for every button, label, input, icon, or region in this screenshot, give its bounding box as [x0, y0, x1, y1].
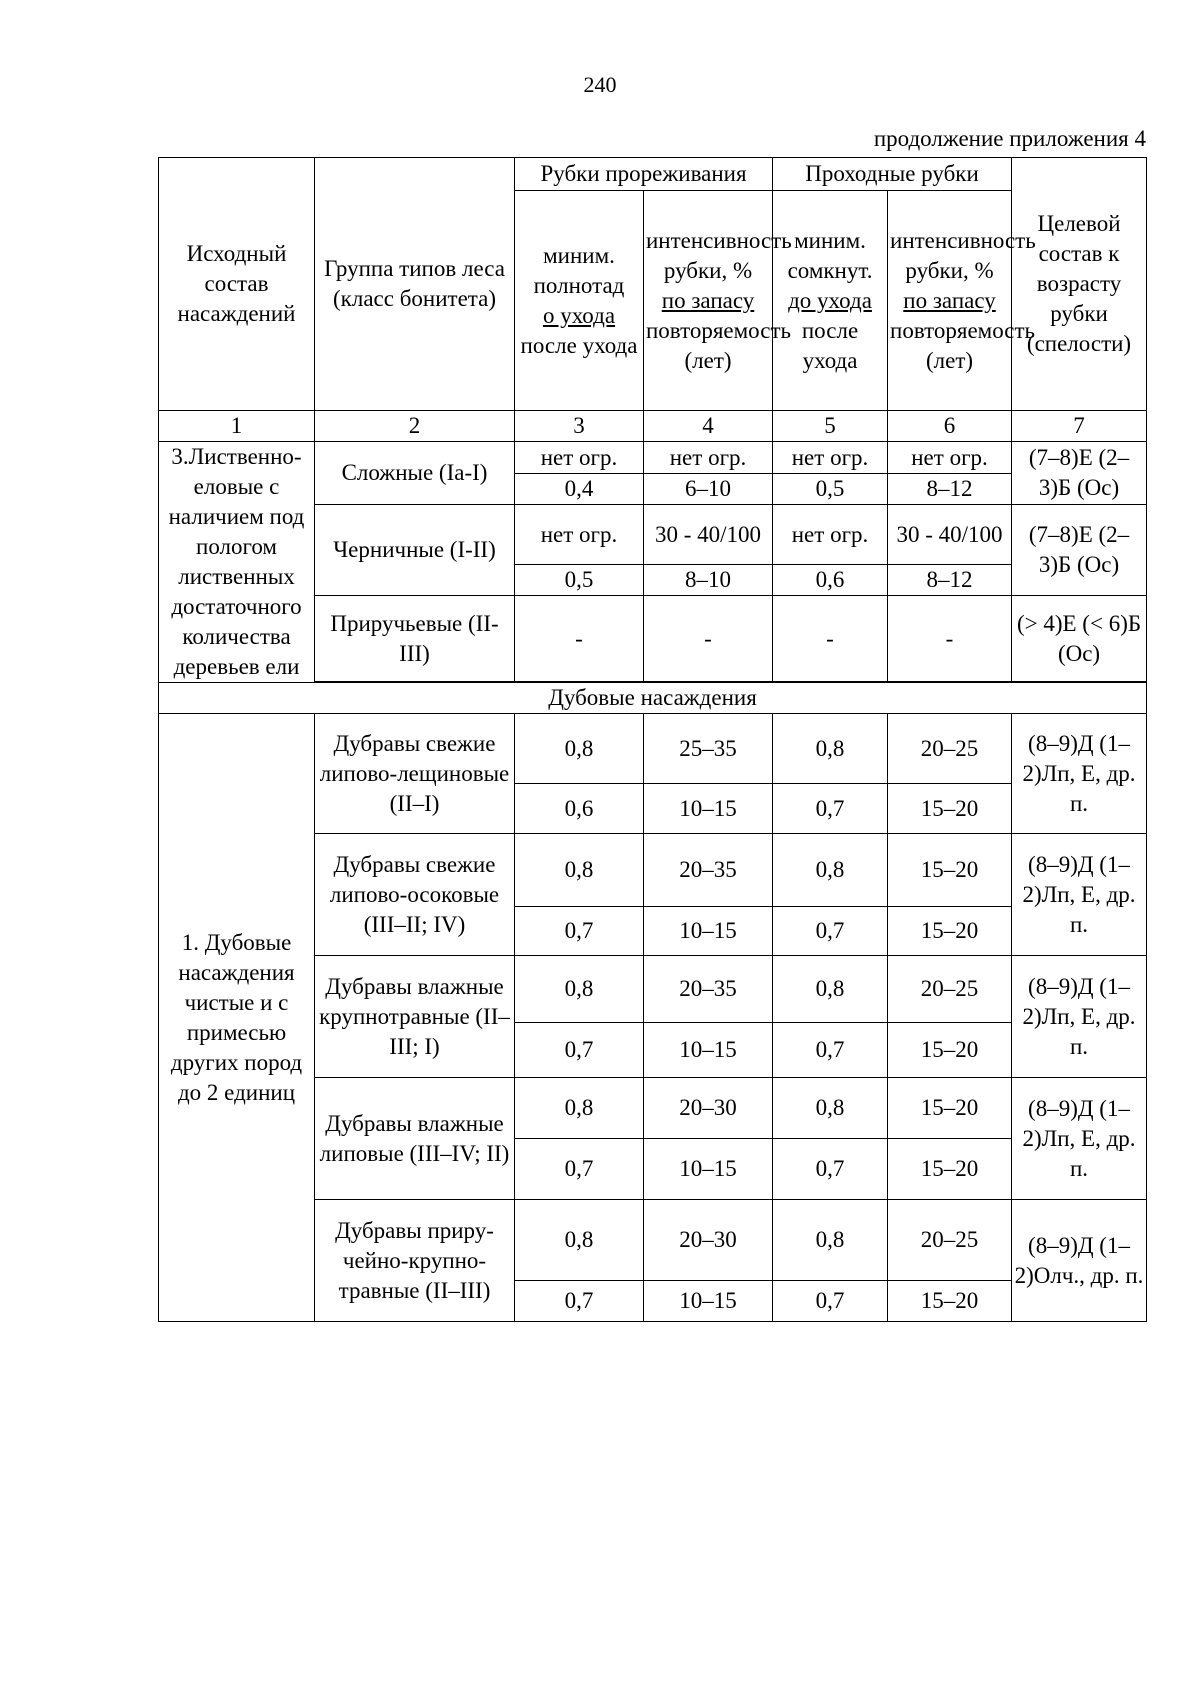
table-cell: 15–20 [888, 907, 1012, 956]
table-cell: нет огр. [515, 505, 644, 565]
table-cell: 15–20 [888, 834, 1012, 907]
table-cell: 0,6 [515, 784, 644, 834]
table-cell: 0,5 [515, 565, 644, 596]
table-cell: 10–15 [644, 1281, 773, 1322]
forest-type-cell: Дубравы приру-чейно-крупно-травные (II–III) [315, 1200, 515, 1322]
page-number: 240 [583, 72, 617, 97]
table-cell: 0,7 [515, 1023, 644, 1078]
table-cell: 20–25 [888, 714, 1012, 784]
forest-care-table [158, 157, 1147, 1322]
header-passage-intensity [888, 191, 1036, 411]
table-cell: 10–15 [644, 907, 773, 956]
source-composition-cell: 3.Лиственно-еловые с наличием под пологом лиственных достаточного количества деревьев ели [159, 442, 315, 683]
table-cell: 0,7 [515, 1139, 644, 1200]
header-min-density-mid: о ухода [542, 302, 616, 328]
target-composition-cell: (8–9)Д (1–2)Олч., др. п. [1012, 1200, 1147, 1322]
table-cell: 15–20 [888, 1281, 1012, 1322]
header-min-density-bottom: после ухода [520, 332, 638, 358]
column-number: 1 [159, 411, 315, 442]
column-number: 7 [1012, 411, 1147, 442]
table-cell: 20–30 [644, 1078, 773, 1139]
header-thinning-intensity-top: интенсивность рубки, % [646, 227, 792, 283]
header-min-closure [773, 191, 888, 411]
table-cell: нет огр. [773, 442, 888, 474]
forest-type-cell: Дубравы свежие липово-лещиновые (II–I) [315, 714, 515, 834]
target-composition-cell: (7–8)Е (2–3)Б (Ос) [1012, 442, 1147, 505]
table-cell: 0,7 [773, 784, 888, 834]
header-passage-intensity-bottom: повторяемость (лет) [890, 317, 1036, 373]
table-cell: 0,8 [515, 834, 644, 907]
header-min-closure-bottom: после ухода [801, 317, 859, 373]
forest-type-cell: Дубравы влажные крупнотравные (II–III; I) [315, 956, 515, 1078]
header-min-density-top: миним. полнотад [533, 242, 625, 298]
table-cell: 0,8 [515, 1200, 644, 1281]
header-thinning-cuttings: Рубки прореживания [515, 158, 773, 191]
target-composition-cell: (8–9)Д (1–2)Лп, Е, др. п. [1012, 834, 1147, 956]
table-cell: 0,7 [773, 1023, 888, 1078]
table-cell: 10–15 [644, 1023, 773, 1078]
table-cell: 10–15 [644, 1139, 773, 1200]
target-composition-cell: (8–9)Д (1–2)Лп, Е, др. п. [1012, 714, 1147, 834]
table-cell: 8–12 [888, 474, 1012, 505]
table-cell: нет огр. [888, 442, 1012, 474]
column-number: 5 [773, 411, 888, 442]
target-composition-cell: (7–8)Е (2–3)Б (Ос) [1012, 505, 1147, 596]
header-passage-cuttings: Проходные рубки [773, 158, 1012, 191]
table-cell: 0,8 [773, 1200, 888, 1281]
table-cell: 15–20 [888, 1023, 1012, 1078]
header-source-composition: Исходный состав насаждений [159, 158, 315, 411]
target-composition-cell: (> 4)Е (< 6)Б (Ос) [1012, 596, 1147, 682]
table-cell: - [644, 596, 773, 682]
header-forest-type-group: Группа типов леса (класс бонитета) [315, 158, 515, 411]
table-cell: 15–20 [888, 784, 1012, 834]
header-min-closure-top: миним. сомкнут. [787, 227, 873, 283]
column-number: 3 [515, 411, 644, 442]
forest-type-cell: Приручьевые (II-III) [315, 596, 515, 682]
header-passage-intensity-mid: по запасу [903, 287, 996, 313]
table-cell: - [515, 596, 644, 682]
forest-type-cell: Дубравы свежие липово-осоковые (III–II; IV) [315, 834, 515, 956]
table-cell: 0,5 [773, 474, 888, 505]
table-cell: 30 - 40/100 [644, 505, 773, 565]
header-thinning-intensity [644, 191, 792, 411]
table-cell: 20–35 [644, 834, 773, 907]
table-cell: нет огр. [644, 442, 773, 474]
header-passage-intensity-top: интенсивность рубки, % [890, 227, 1036, 283]
continuation-label: продолжение приложения 4 [873, 126, 1146, 151]
table-cell: 0,4 [515, 474, 644, 505]
column-number: 4 [644, 411, 773, 442]
table-cell: нет огр. [515, 442, 644, 474]
table-cell: 20–25 [888, 1200, 1012, 1281]
table-cell: 15–20 [888, 1078, 1012, 1139]
forest-type-cell: Дубравы влажные липовые (III–IV; II) [315, 1078, 515, 1200]
table-cell: 0,6 [773, 565, 888, 596]
column-number: 2 [315, 411, 515, 442]
table-cell: 6–10 [644, 474, 773, 505]
table-cell: 0,7 [773, 1281, 888, 1322]
table-cell: нет огр. [773, 505, 888, 565]
source-composition-cell: 1. Дубовые насаждения чистые и с примесью других пород до 2 единиц [159, 714, 315, 1322]
header-thinning-intensity-bottom: повторяемость (лет) [646, 317, 792, 373]
target-composition-cell: (8–9)Д (1–2)Лп, Е, др. п. [1012, 1078, 1147, 1200]
forest-type-cell: Черничные (I-II) [315, 505, 515, 596]
table-cell: 8–12 [888, 565, 1012, 596]
table-cell: 15–20 [888, 1139, 1012, 1200]
table-cell: 0,8 [773, 714, 888, 784]
column-number: 6 [888, 411, 1012, 442]
table-cell: 20–35 [644, 956, 773, 1023]
table-cell: 8–10 [644, 565, 773, 596]
header-min-density [515, 191, 644, 411]
forest-type-cell: Сложные (Ia-I) [315, 442, 515, 505]
table-cell: - [888, 596, 1012, 682]
table-cell: 0,8 [515, 956, 644, 1023]
section-title: Дубовые насаждения [159, 683, 1147, 714]
target-composition-cell: (8–9)Д (1–2)Лп, Е, др. п. [1012, 956, 1147, 1078]
table-cell: 0,8 [515, 1078, 644, 1139]
table-cell: 25–35 [644, 714, 773, 784]
table-cell: 20–30 [644, 1200, 773, 1281]
table-cell: 0,8 [773, 1078, 888, 1139]
header-target-composition: Целевой состав к возрасту рубки (спелости) [1012, 158, 1147, 411]
table-cell: 20–25 [888, 956, 1012, 1023]
table-cell: 0,7 [773, 1139, 888, 1200]
table-cell: 0,7 [515, 907, 644, 956]
table-cell: - [773, 596, 888, 682]
table-cell: 30 - 40/100 [888, 505, 1012, 565]
table-cell: 0,7 [773, 907, 888, 956]
table-cell: 0,8 [773, 956, 888, 1023]
table-cell: 0,8 [773, 834, 888, 907]
table-cell: 0,7 [515, 1281, 644, 1322]
table-cell: 10–15 [644, 784, 773, 834]
table-cell: 0,8 [515, 714, 644, 784]
header-thinning-intensity-mid: по запасу [661, 287, 755, 313]
header-min-closure-mid: до ухода [788, 287, 872, 313]
